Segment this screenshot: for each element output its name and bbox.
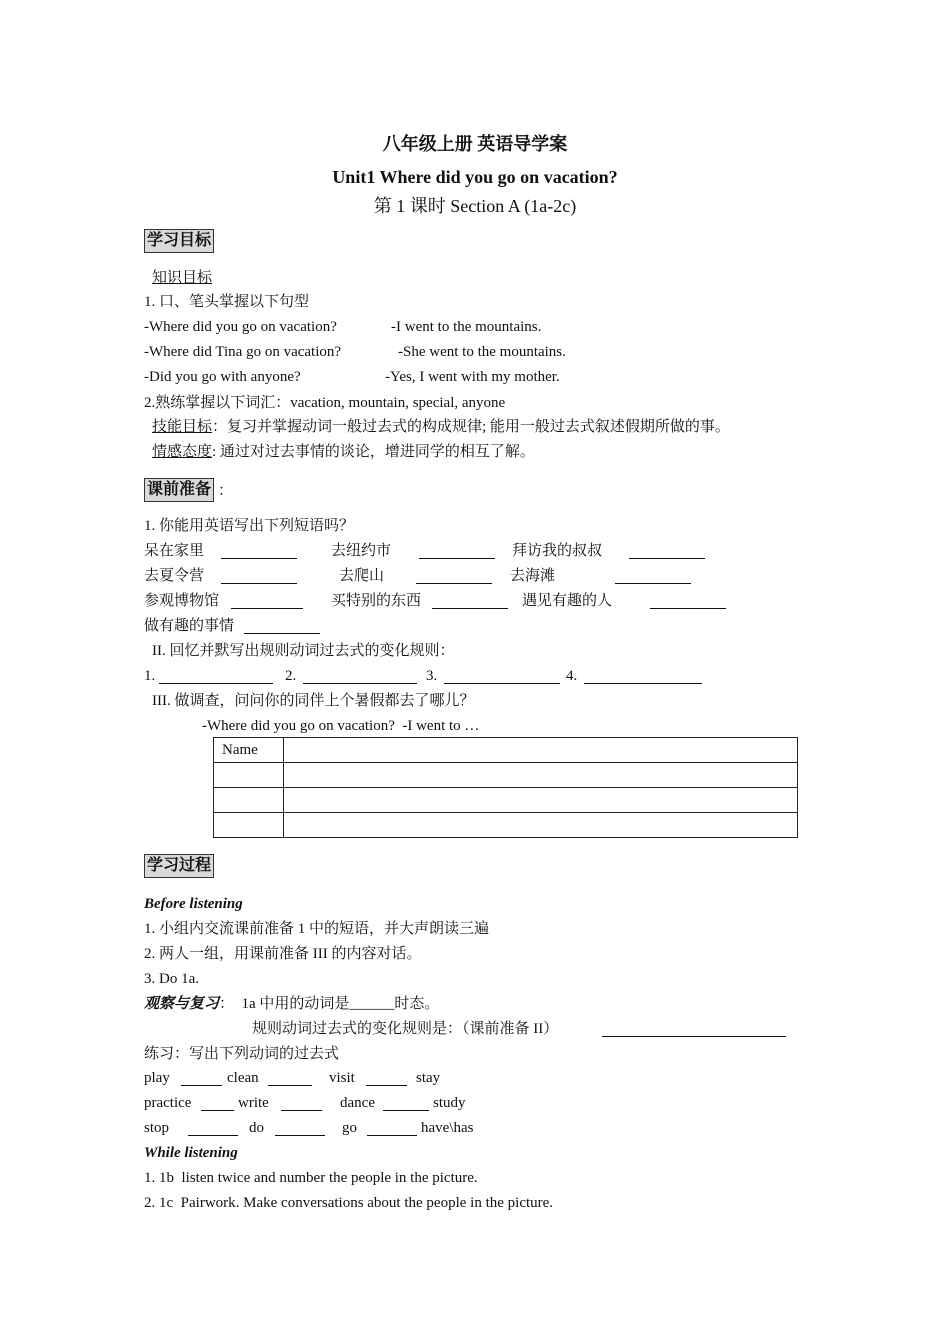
practice-instruction: 练习：写出下列动词的过去式 bbox=[144, 1046, 340, 1062]
rule-blank-2[interactable] bbox=[303, 669, 417, 684]
verb-blank[interactable] bbox=[281, 1096, 322, 1111]
goal-item-1: 1. 口、笔头掌握以下句型 bbox=[144, 294, 310, 310]
phrase-2: 去纽约市 bbox=[331, 543, 392, 559]
before-listening-heading: Before listening bbox=[144, 896, 243, 912]
phrase-2-blank[interactable] bbox=[419, 544, 495, 559]
rule-num-4: 4. bbox=[566, 668, 578, 684]
observe-rule-blank[interactable] bbox=[602, 1022, 786, 1037]
before-item-3: 3. Do 1a. bbox=[144, 971, 199, 987]
table-row bbox=[214, 738, 798, 763]
observe-line-1 bbox=[144, 994, 439, 1014]
skill-goal bbox=[152, 417, 730, 437]
phrase-5-blank[interactable] bbox=[416, 569, 492, 584]
verb-have: have\has bbox=[421, 1120, 474, 1136]
lesson-title: 第 1 课时 Section A (1a-2c) bbox=[373, 196, 577, 216]
table-row bbox=[214, 788, 798, 813]
prep-question-2: II. 回忆并默写出规则动词过去式的变化规则： bbox=[152, 643, 455, 659]
phrase-4-blank[interactable] bbox=[221, 569, 297, 584]
verb-clean: clean bbox=[227, 1070, 259, 1086]
survey-dialog: -Where did you go on vacation? -I went to … bbox=[202, 718, 480, 734]
table-cell[interactable] bbox=[284, 813, 798, 838]
rule-num-1: 1. bbox=[144, 668, 156, 684]
verb-write: write bbox=[238, 1095, 269, 1111]
phrase-10: 做有趣的事情 bbox=[144, 618, 235, 634]
verb-blank[interactable] bbox=[181, 1071, 222, 1086]
phrase-5: 去爬山 bbox=[339, 568, 385, 584]
sentence-q-2: -Where did Tina go on vacation? bbox=[144, 344, 342, 360]
table-header-name: Name bbox=[214, 738, 284, 763]
emotion-goal-text: : 通过对过去事情的谈论，增进同学的相互了解。 bbox=[212, 444, 535, 460]
rule-num-3: 3. bbox=[426, 668, 438, 684]
rule-blank-4[interactable] bbox=[584, 669, 702, 684]
observe-text-1: ： 1a 中用的动词是______时态。 bbox=[219, 996, 440, 1012]
verb-go: go bbox=[342, 1120, 357, 1136]
skill-goal-text: ：复习并掌握动词一般过去式的构成规律; 能用一般过去式叙述假期所做的事。 bbox=[212, 419, 730, 435]
phrase-3-blank[interactable] bbox=[629, 544, 705, 559]
sentence-q-3: -Did you go with anyone? bbox=[144, 369, 301, 385]
emotion-goal-label: 情感态度 bbox=[152, 444, 213, 460]
phrase-6-blank[interactable] bbox=[615, 569, 691, 584]
section-heading-goals: 学习目标 bbox=[144, 229, 214, 253]
section-heading-prep: 课前准备 bbox=[144, 478, 214, 502]
verb-blank[interactable] bbox=[201, 1096, 234, 1111]
table-cell[interactable] bbox=[284, 763, 798, 788]
verb-practice: practice bbox=[144, 1095, 192, 1111]
page-title: 八年级上册 英语导学案 bbox=[382, 134, 568, 154]
phrase-8: 买特别的东西 bbox=[331, 593, 422, 609]
verb-play: play bbox=[144, 1070, 170, 1086]
table-row bbox=[214, 813, 798, 838]
table-cell[interactable] bbox=[284, 788, 798, 813]
unit-title: Unit1 Where did you go on vacation? bbox=[332, 167, 618, 187]
before-item-2: 2. 两人一组，用课前准备 III 的内容对话。 bbox=[144, 946, 422, 962]
verb-blank[interactable] bbox=[268, 1071, 312, 1086]
phrase-9-blank[interactable] bbox=[650, 594, 726, 609]
verb-blank[interactable] bbox=[275, 1121, 325, 1136]
phrase-7: 参观博物馆 bbox=[144, 593, 220, 609]
section-heading-process: 学习过程 bbox=[144, 854, 214, 878]
verb-visit: visit bbox=[329, 1070, 355, 1086]
emotion-goal bbox=[152, 442, 535, 462]
verb-stay: stay bbox=[416, 1070, 441, 1086]
prep-colon: ： bbox=[218, 483, 234, 499]
phrase-9: 遇见有趣的人 bbox=[522, 593, 613, 609]
observe-text-2: 规则动词过去式的变化规则是：（课前准备 II） bbox=[252, 1021, 559, 1037]
observe-label: 观察与复习 bbox=[144, 996, 220, 1012]
verb-do: do bbox=[249, 1120, 264, 1136]
verb-stop: stop bbox=[144, 1120, 170, 1136]
while-listening-heading: While listening bbox=[144, 1145, 238, 1161]
prep-question-3: III. 做调查，问问你的同伴上个暑假都去了哪儿？ bbox=[152, 693, 475, 709]
phrase-7-blank[interactable] bbox=[231, 594, 303, 609]
verb-blank[interactable] bbox=[367, 1121, 417, 1136]
verb-blank[interactable] bbox=[188, 1121, 238, 1136]
phrase-1-blank[interactable] bbox=[221, 544, 297, 559]
skill-goal-label: 技能目标 bbox=[152, 419, 213, 435]
phrase-6: 去海滩 bbox=[510, 568, 556, 584]
while-item-1: 1. 1b listen twice and number the people in the picture. bbox=[144, 1170, 478, 1186]
goal-item-2: 2.熟练掌握以下词汇：vacation, mountain, special, anyone bbox=[144, 395, 506, 411]
prep-question-1: 1. 你能用英语写出下列短语吗？ bbox=[144, 518, 355, 534]
table-cell[interactable] bbox=[214, 763, 284, 788]
while-item-2: 2. 1c Pairwork. Make conversations about the people in the picture. bbox=[144, 1195, 554, 1211]
phrase-3: 拜访我的叔叔 bbox=[512, 543, 603, 559]
table-row bbox=[214, 763, 798, 788]
sentence-a-3: -Yes, I went with my mother. bbox=[385, 369, 560, 385]
verb-study: study bbox=[433, 1095, 466, 1111]
rule-blank-1[interactable] bbox=[159, 669, 273, 684]
sentence-a-1: -I went to the mountains. bbox=[391, 319, 542, 335]
knowledge-goal-label: 知识目标 bbox=[152, 270, 213, 286]
rule-blank-3[interactable] bbox=[444, 669, 560, 684]
phrase-1: 呆在家里 bbox=[144, 543, 205, 559]
verb-blank[interactable] bbox=[366, 1071, 407, 1086]
survey-table bbox=[213, 737, 798, 838]
sentence-q-1: -Where did you go on vacation? bbox=[144, 319, 337, 335]
before-item-1: 1. 小组内交流课前准备 1 中的短语，并大声朗读三遍 bbox=[144, 921, 490, 937]
table-cell[interactable] bbox=[214, 788, 284, 813]
rule-num-2: 2. bbox=[285, 668, 297, 684]
verb-dance: dance bbox=[340, 1095, 375, 1111]
phrase-8-blank[interactable] bbox=[432, 594, 508, 609]
table-cell[interactable] bbox=[214, 813, 284, 838]
phrase-10-blank[interactable] bbox=[244, 619, 320, 634]
verb-blank[interactable] bbox=[383, 1096, 429, 1111]
phrase-4: 去夏令营 bbox=[144, 568, 205, 584]
table-cell[interactable] bbox=[284, 738, 798, 763]
sentence-a-2: -She went to the mountains. bbox=[398, 344, 566, 360]
